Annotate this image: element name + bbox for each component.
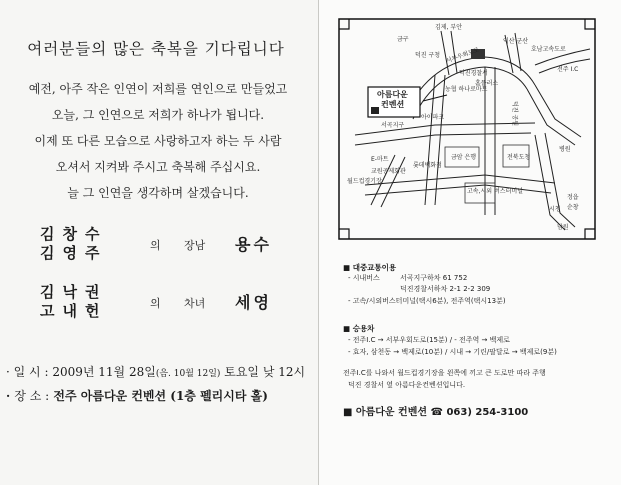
label-emart: E-마트 [371,156,389,163]
label-deokjin-police: 덕진경찰서 [459,70,488,77]
groom-particle: 의 [150,239,161,252]
building-icon [371,107,379,114]
bride-mother: 고내헌 [40,302,108,320]
message-line: 오셔서 지켜봐 주시고 축복해 주십시요. [55,160,261,174]
groom-relation: 장남 [184,239,206,252]
label-bupyeong-ro: 서부우회도로 [445,46,481,65]
label-hanaro: 농협 하나로마트 [445,86,488,93]
invitation-message [8,76,308,206]
event-place: · 장 소 : 전주 아름다운 컨벤션 (1층 펠리시타 홀) [6,389,268,403]
road-lower [365,175,555,195]
message-line: 이제 또 다른 모습으로 사랑하고자 하는 두 사람 [34,134,282,148]
place-label: 장 소 : [14,389,50,403]
label-convention: 컨벤션 [381,100,405,109]
label-hospital: 병원 [559,146,571,153]
date-rest: 토요일 낮 12시 [224,365,306,379]
date-main: 2009년 11월 28일 [52,365,156,379]
label-deokjin-hall: 덕진 구청 [415,52,441,59]
label-express-terminal: 고속,시외 버스터미널 [467,188,523,195]
label-honam-highway: 호남고속도로 [531,46,566,53]
terminal-line: - 고속/시외버스터미널(택시6분), 전주역(택시13분) [348,297,506,305]
bride-name: 세영 [235,293,272,312]
car-route-2: - 효자, 삼천동 → 백제로(10분) / 시내 → 기린/팔달로 → 백제로(9분) [348,348,557,356]
label-dohak-edu: 교원공제회관 [371,168,406,175]
groom-mother: 김영주 [40,244,108,262]
label-jeonju-ic: 전주 I.C [557,66,579,73]
label-home-plus: 홈플러스 [475,80,499,87]
event-date: · 일 시 : 2009년 11월 28일(음. 10월 12일) 토요일 낮 12시 [6,365,306,379]
bride-father: 김낙권 [40,283,108,301]
contact-info: ■ 아름다운 컨벤션 ☎ 063) 254-3100 [343,407,529,418]
groom-name: 용수 [235,235,272,254]
note-line-2: 덕진 경찰서 옆 아름다운컨벤션입니다. [348,381,466,389]
label-seogok: 서곡지구 [381,122,405,129]
groom-parents [40,225,107,263]
road-gimje [441,31,457,75]
message-line: 예전, 아주 작은 인연이 저희를 연인으로 만들었고 [28,82,288,96]
city-bus-route-2: 덕진경찰서하차 2-1 2-2 309 [400,285,491,293]
label-deokjin-park: 덕진 공원 [511,101,518,127]
car-title: ■ 승용차 [343,324,375,333]
city-bus-label: - 시내버스 [348,274,380,282]
bride-relation: 차녀 [184,297,206,310]
note-line-1: 전주I.C를 나와서 월드컵경기장을 왼쪽에 끼고 큰 도로만 따라 주행 [343,369,546,377]
label-gimje-buan: 김제, 부안 [435,24,462,31]
place-value: 전주 아름다운 컨벤션 (1층 펠리시타 홀) [53,389,268,403]
label-iksan-gunsan: 익산 군산 [503,38,529,45]
label-lotte-dept: 롯데백화점 [413,162,442,169]
label-sunchang: 순창 [567,204,579,211]
label-geumgu: 금구 [397,36,409,43]
groom-father: 김창수 [40,225,108,243]
label-namwon: 남원 [557,224,569,231]
city-bus-route-1: 서곡지구하차 61 752 [400,274,468,282]
label-arumdaun: 아름다운 [377,90,408,99]
label-world-cup: 월드컵경기장 [347,178,382,185]
location-map [335,15,599,243]
date-lunar: (음. 10월 12일) [155,369,221,379]
bride-parents [40,283,107,321]
invitation-title: 여러분들의 많은 축복을 기다립니다 [27,40,285,58]
date-label: 일 시 : [13,365,49,379]
public-transport-title: ■ 대중교통이용 [343,263,397,272]
message-line: 늘 그 인연을 생각하며 살겠습니다. [67,186,249,200]
message-line: 오늘, 그 인연으로 저희가 하나가 됩니다. [51,108,265,122]
label-jeonbuk-office: 전북도청 [507,154,531,161]
car-route-1: - 전주I.C → 서부우회도로(15분) / - 전주역 → 백제로 [348,336,510,344]
bride-particle: 의 [150,297,161,310]
label-jeongeup: 정읍 [567,194,579,201]
label-city-hall: 시청 [549,206,561,213]
label-ipark: 아이파크 [421,114,445,121]
label-geumam: 금암 은행 [451,154,477,161]
